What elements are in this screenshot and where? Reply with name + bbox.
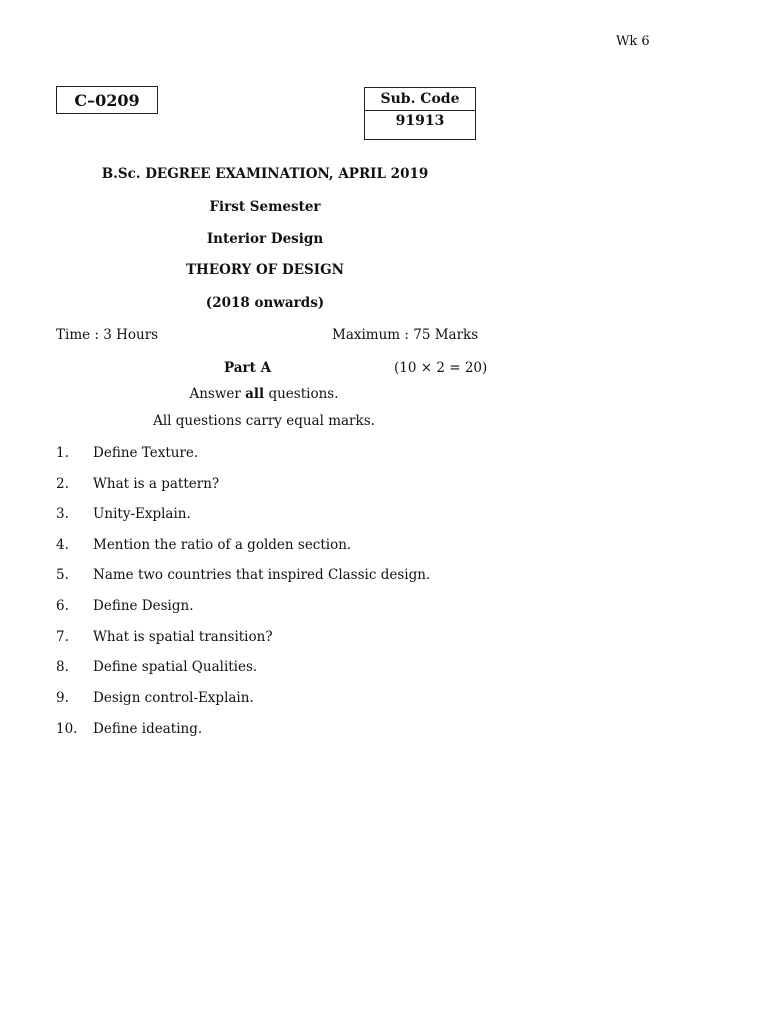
question-text: Define Texture. [93,445,199,461]
instruction-equal-marks: All questions carry equal marks. [153,413,375,429]
question-number: 5. [56,567,69,583]
paper-code-box [56,86,158,114]
sub-code-box [364,87,476,140]
scheme: (2018 onwards) [205,295,325,311]
question-text: Define spatial Qualities. [93,659,258,675]
question-number: 6. [56,598,69,614]
maximum-marks: Maximum : 75 Marks [332,327,479,343]
question-number: 3. [56,506,69,522]
time-allowed: Time : 3 Hours [56,327,159,343]
part-a-title: Part A [224,360,272,376]
programme: Interior Design [206,231,324,247]
subject-title: THEORY OF DESIGN [186,262,344,278]
question-number: 9. [56,690,69,706]
question-text: Name two countries that inspired Classic design. [93,567,431,583]
question-text: Design control-Explain. [93,690,254,706]
question-text: What is a pattern? [93,476,220,492]
exam-title: B.Sc. DEGREE EXAMINATION, APRIL 2019 [101,166,429,182]
instruction-prefix: Answer [189,386,246,402]
question-text: Define ideating. [93,721,203,737]
question-text: Define Design. [93,598,194,614]
sub-code-value: 91913 [365,110,475,139]
question-text: Mention the ratio of a golden section. [93,537,352,553]
semester: First Semester [209,199,321,215]
part-a-marks: (10 × 2 = 20) [394,360,488,376]
question-number: 8. [56,659,69,675]
question-text: Unity-Explain. [93,506,191,522]
week-label: Wk 6 [616,34,650,49]
question-number: 1. [56,445,69,461]
instruction-suffix: questions. [264,386,339,402]
question-text: What is spatial transition? [93,629,273,645]
paper-code: C–0209 [74,90,140,110]
instruction-bold: all [245,386,265,402]
question-number: 7. [56,629,69,645]
question-number: 4. [56,537,69,553]
question-number: 2. [56,476,69,492]
instruction-answer-all [189,386,338,402]
question-number: 10. [56,721,78,737]
sub-code-label: Sub. Code [380,91,460,107]
